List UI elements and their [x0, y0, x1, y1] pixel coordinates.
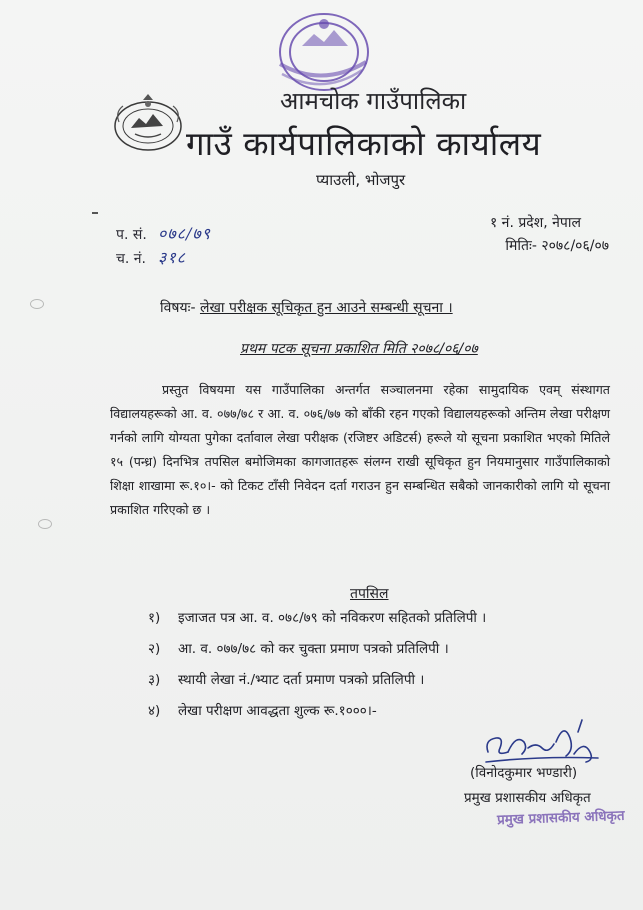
- date-line: मितिः- २०७८/०६/०७: [505, 238, 609, 254]
- designation-stamp: प्रमुख प्रशासकीय अधिकृत: [496, 807, 625, 829]
- notice-body: प्रस्तुत विषयमा यस गाउँपालिका अन्तर्गत सञ्चालनमा रहेका सामुदायिक एवम् संस्थागत विद्यालयहरूको आ. व. ०७७/७८ र आ. व. ०७६/७७ को बाँकी रहन गएको विद्यालयहरूको अन्तिम लेखा परीक्षण गर्नको लागि योग्यता पुगेका दर्तावाल लेखा परीक्षक (रजिष्टर अडिटर्स) हरूले यो सूचना प्रकाशित भएको मितिले १५ (पन्ध्र) दिनभित्र तपसिल बमोजिमका कागजातहरू संलग्न राखी सूचिकृत हुन नियमानुसार गाउँपालिकाको शिक्षा शाखामा रू.१०।- को टिकट टाँसी निवेदन दर्ता गराउन हुन सम्बन्धित सबैको जानकारीको लागि यो सूचना प्रकाशित गरिएको छ ।: [110, 382, 610, 517]
- office-name-heading: गाउँ कार्यपालिकाको कार्यालय: [186, 124, 542, 163]
- punch-hole: [38, 519, 52, 529]
- office-address: प्याउली, भोजपुर: [316, 171, 406, 189]
- office-seal-stamp-icon: [262, 4, 380, 96]
- signatory-title: प्रमुख प्रशासकीय अधिकृत: [464, 790, 591, 806]
- annex-heading: तपसिल: [350, 586, 389, 602]
- letter-number-row: [116, 222, 211, 244]
- dispatch-number-row: [116, 246, 186, 268]
- signatory-name: (विनोदकुमार भण्डारी): [470, 765, 578, 781]
- first-publication-line: प्रथम पटक सूचना प्रकाशित मिति २०७८/०६/०७: [240, 341, 478, 357]
- margin-mark: [92, 212, 98, 214]
- list-item: २) आ. व. ०७७/७८ को कर चुक्ता प्रमाण पत्रको प्रतिलिपी ।: [148, 641, 449, 657]
- subject-text: लेखा परीक्षक सूचिकृत हुन आउने सम्बन्धी सूचना ।: [199, 300, 453, 316]
- dispatch-number-value: ३१८: [158, 248, 186, 267]
- list-item: ४) लेखा परीक्षण आवद्धता शुल्क रू.१०००।-: [148, 703, 377, 719]
- nepal-emblem-icon: [113, 92, 183, 154]
- rural-municipality-name: आमचोक गाउँपालिका: [280, 87, 467, 115]
- province-line: १ नं. प्रदेश, नेपाल: [489, 215, 581, 231]
- letter-number-label: प. सं.: [116, 227, 147, 243]
- subject-label: विषयः-: [160, 300, 196, 316]
- dispatch-number-label: च. नं.: [116, 251, 147, 267]
- letter-number-value: ०७८/७९: [158, 224, 211, 243]
- subject-line: [160, 298, 453, 317]
- list-item: १) इजाजत पत्र आ. व. ०७८/७९ को नविकरण सहितको प्रतिलिपी ।: [148, 610, 487, 626]
- list-item: ३) स्थायी लेखा नं./भ्याट दर्ता प्रमाण पत्रको प्रतिलिपी ।: [148, 672, 425, 688]
- annex-list: [148, 608, 486, 732]
- punch-hole: [30, 299, 44, 309]
